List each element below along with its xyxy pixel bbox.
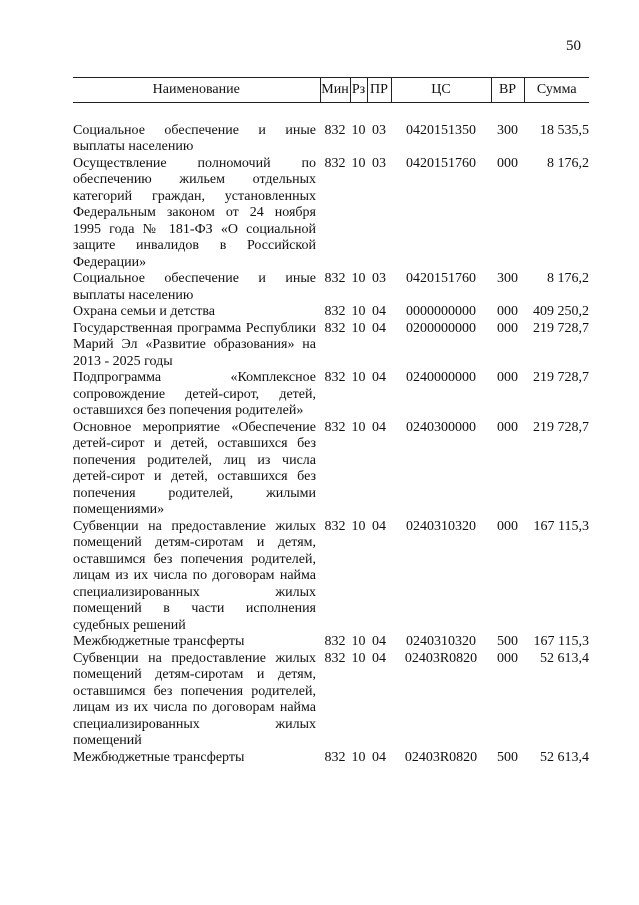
row-sum: 219 728,7 — [533, 320, 589, 336]
row-cs: 0240300000 — [406, 419, 476, 435]
row-sum: 18 535,5 — [540, 122, 589, 138]
row-sum: 167 115,3 — [533, 634, 589, 649]
row-min: 832 — [324, 320, 346, 336]
row-rz: 10 — [351, 271, 366, 286]
row-vr: 000 — [497, 650, 518, 666]
header-vr: ВР — [491, 78, 524, 103]
row-rz: 10 — [351, 304, 366, 319]
row-cs: 0200000000 — [406, 320, 476, 336]
row-cs: 0240310320 — [406, 634, 476, 649]
header-rz: Рз — [350, 78, 367, 103]
row-pr: 04 — [372, 749, 386, 765]
row-vr: 000 — [497, 370, 518, 385]
table-row — [73, 519, 589, 635]
row-name: Государственная программа Республики Марий Эл «Развитие образования» на 2013 - 2025 годы — [73, 320, 316, 369]
row-cs: 0240310320 — [406, 518, 476, 534]
page-number: 50 — [566, 38, 581, 54]
row-vr: 000 — [497, 320, 518, 336]
table-row — [73, 271, 589, 304]
table-row — [73, 420, 589, 519]
row-cs: 02403R0820 — [404, 650, 478, 666]
row-name: Основное мероприятие «Обеспечение детей-сирот и детей, оставшихся без попечения родителей, лиц из числа детей-сирот и детей, оставшихся без попечения родителей, жилыми помещениями» — [73, 419, 316, 517]
row-pr: 03 — [372, 155, 386, 171]
row-min: 832 — [324, 271, 346, 286]
header-name: Наименование — [73, 78, 320, 103]
row-cs: 0420151760 — [406, 155, 476, 171]
table-header-row — [73, 78, 589, 103]
row-pr: 04 — [372, 304, 386, 319]
row-pr: 03 — [372, 122, 386, 138]
row-pr: 04 — [372, 320, 386, 336]
header-pr: ПР — [367, 78, 391, 103]
row-name: Субвенции на предоставление жилых помещений детям-сиротам и детям, оставшимся без попечения родителей, лицам из их числа по договорам найма специализированных жилых помещений в части исполнения судебных решений — [73, 518, 316, 633]
row-cs: 0420151760 — [406, 271, 476, 286]
row-min: 832 — [324, 749, 346, 765]
row-rz: 10 — [351, 518, 366, 534]
row-name: Субвенции на предоставление жилых помещений детям-сиротам и детям, оставшимся без попечения родителей, лицам из их числа по договорам найма специализированных жилых помещений — [73, 650, 316, 748]
table-row — [73, 370, 589, 420]
row-rz: 10 — [351, 370, 366, 385]
header-cs: ЦС — [391, 78, 491, 103]
row-sum: 409 250,2 — [533, 304, 589, 319]
row-rz: 10 — [351, 122, 366, 138]
table-row — [73, 304, 589, 321]
row-pr: 04 — [372, 518, 386, 534]
header-min: Мин — [320, 78, 350, 103]
row-name: Социальное обеспечение и иные выплаты населению — [73, 122, 316, 154]
row-min: 832 — [324, 419, 346, 435]
row-pr: 04 — [372, 634, 386, 649]
table-row — [73, 321, 589, 371]
row-sum: 52 613,4 — [540, 749, 589, 765]
table-row — [73, 156, 589, 272]
row-pr: 04 — [372, 370, 386, 385]
row-cs: 0420151350 — [406, 122, 476, 138]
row-name: Охрана семьи и детства — [73, 304, 215, 319]
row-sum: 167 115,3 — [533, 518, 589, 534]
header-sum: Сумма — [524, 78, 589, 103]
row-rz: 10 — [351, 155, 366, 171]
row-cs: 0240000000 — [406, 370, 476, 385]
row-min: 832 — [324, 122, 346, 138]
row-vr: 000 — [497, 304, 518, 319]
row-vr: 500 — [497, 749, 518, 765]
row-rz: 10 — [351, 419, 366, 435]
row-name: Межбюджетные трансферты — [73, 749, 245, 765]
row-min: 832 — [324, 518, 346, 534]
row-min: 832 — [324, 370, 346, 385]
row-vr: 300 — [497, 122, 518, 138]
budget-table — [73, 77, 589, 766]
row-pr: 03 — [372, 271, 386, 286]
row-name: Подпрограмма «Комплексное сопровождение детей-сирот, детей, оставшихся без попечения родителей» — [73, 370, 316, 418]
row-name: Социальное обеспечение и иные выплаты населению — [73, 271, 316, 303]
row-rz: 10 — [351, 320, 366, 336]
row-min: 832 — [324, 634, 346, 649]
row-min: 832 — [324, 155, 346, 171]
row-pr: 04 — [372, 419, 386, 435]
row-rz: 10 — [351, 634, 366, 649]
table-row — [73, 750, 589, 767]
row-cs: 02403R0820 — [404, 749, 478, 765]
row-vr: 000 — [497, 419, 518, 435]
row-pr: 04 — [372, 650, 386, 666]
row-sum: 219 728,7 — [533, 419, 589, 435]
row-min: 832 — [324, 650, 346, 666]
table-row — [73, 651, 589, 750]
row-name: Осуществление полномочий по обеспечению жильем отдельных категорий граждан, установленных Федеральным законом от 24 ноября 1995 года № 181-ФЗ «О социальной защите инвалидов в Российской Федерации» — [73, 155, 316, 270]
row-rz: 10 — [351, 650, 366, 666]
table-row — [73, 102, 589, 156]
row-vr: 000 — [497, 518, 518, 534]
row-rz: 10 — [351, 749, 366, 765]
row-sum: 8 176,2 — [547, 155, 589, 171]
table-row — [73, 634, 589, 651]
row-sum: 52 613,4 — [540, 650, 589, 666]
row-sum: 8 176,2 — [547, 271, 589, 286]
row-cs: 0000000000 — [406, 304, 476, 319]
row-name: Межбюджетные трансферты — [73, 634, 245, 649]
row-sum: 219 728,7 — [533, 370, 589, 385]
row-vr: 000 — [497, 155, 518, 171]
row-min: 832 — [324, 304, 346, 319]
row-vr: 500 — [497, 634, 518, 649]
row-vr: 300 — [497, 271, 518, 286]
